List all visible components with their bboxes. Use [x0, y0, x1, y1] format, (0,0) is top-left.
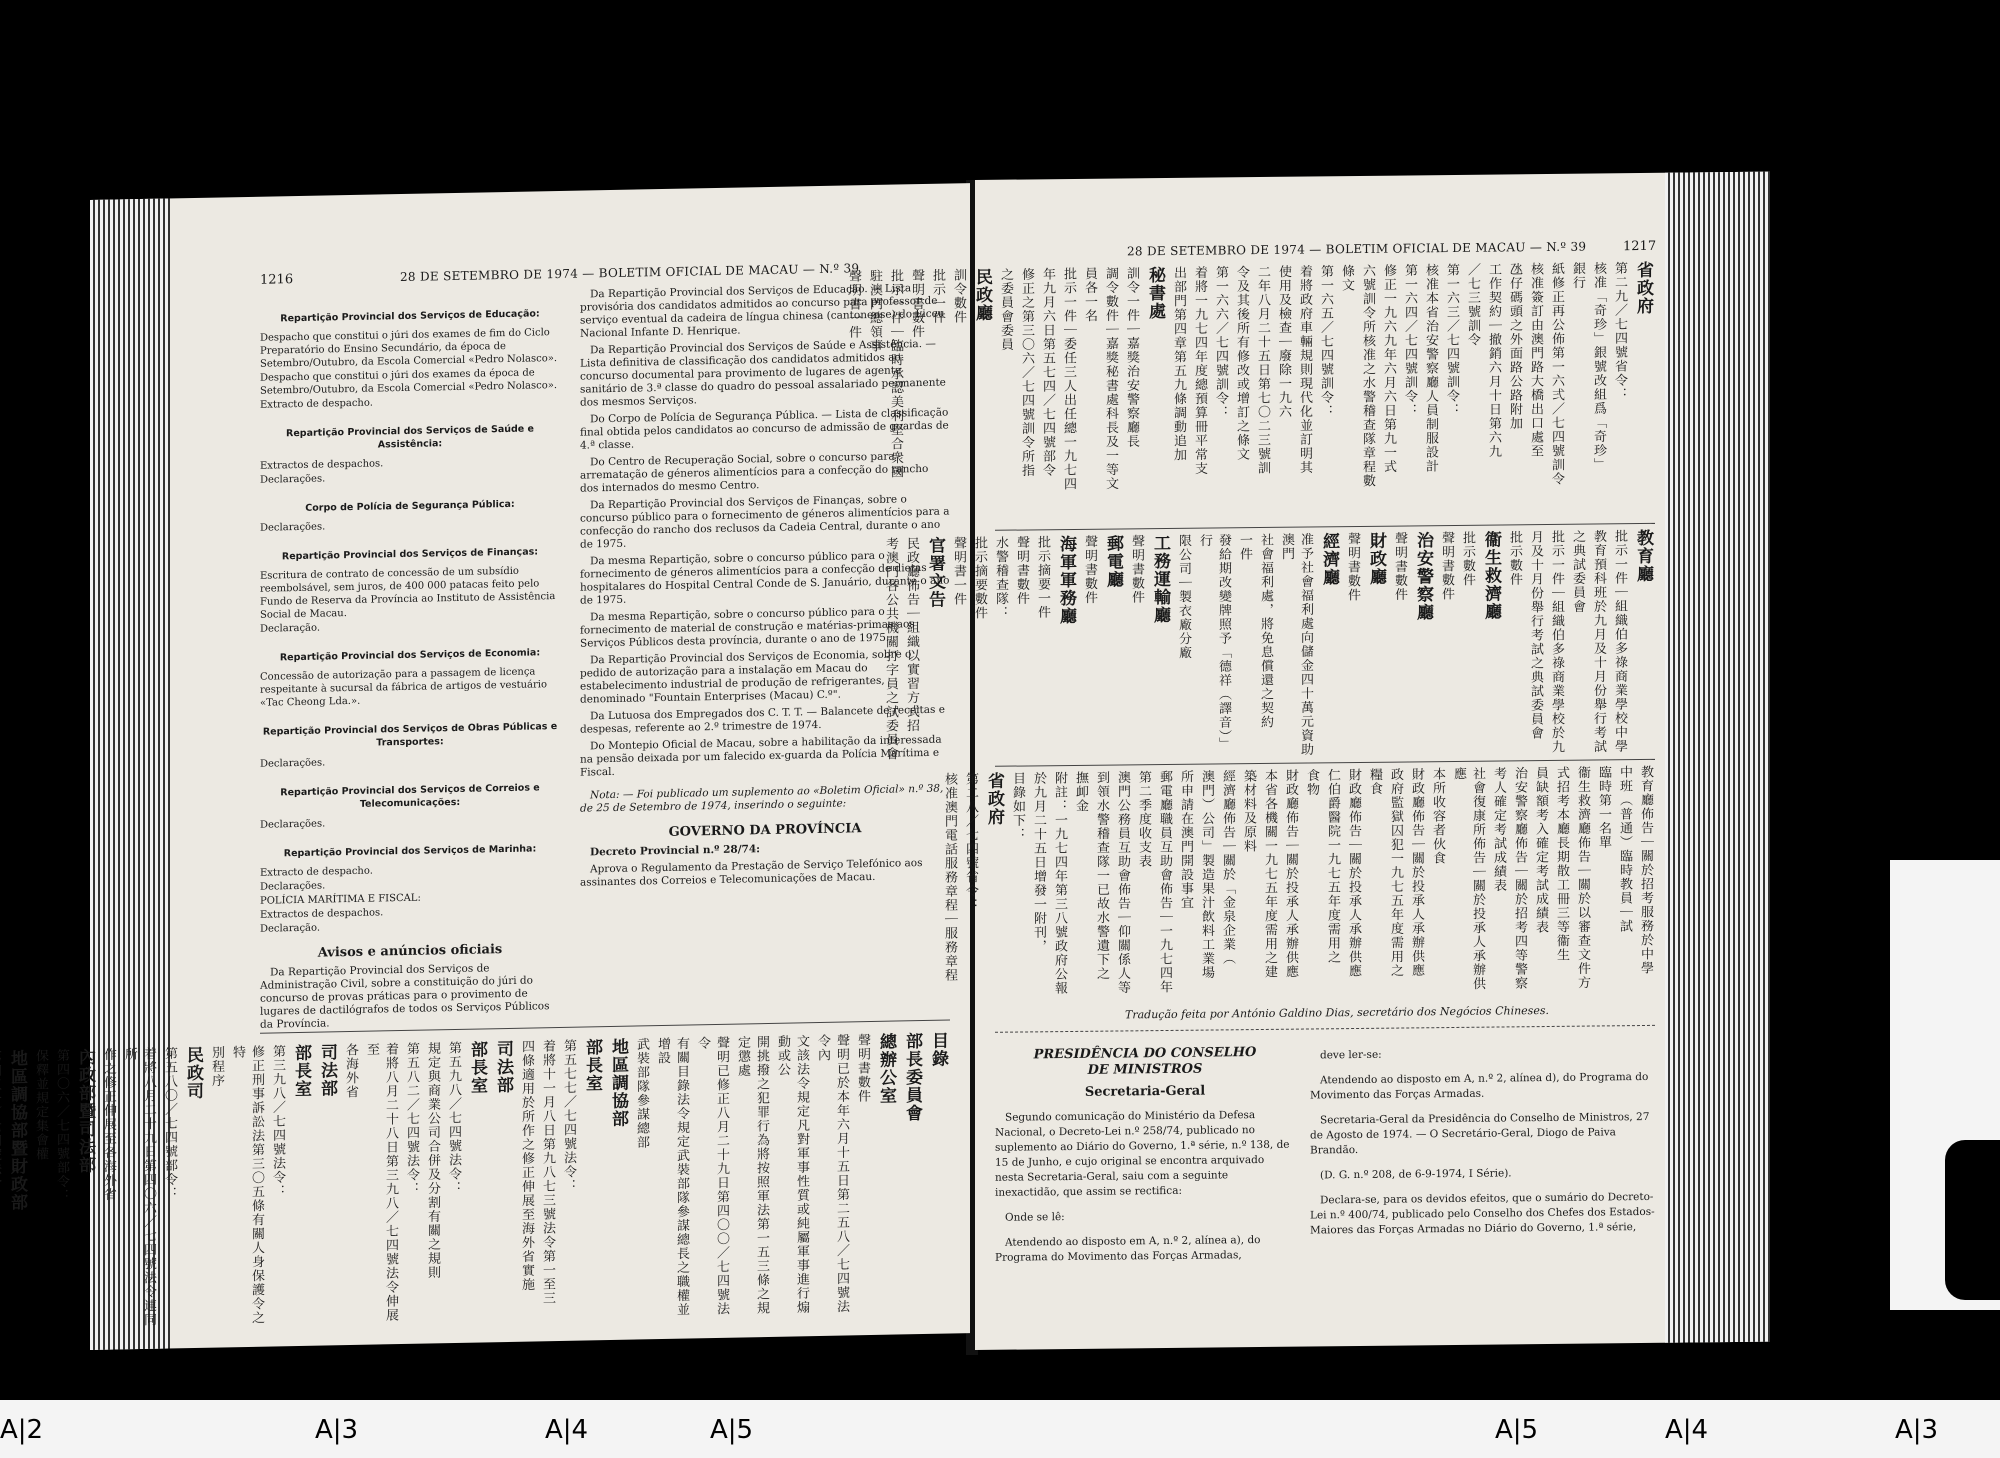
chinese-heading: 民政司 — [183, 1045, 203, 1101]
chinese-line: 澳門公務員互助會佈告｜仰關係人等 — [1115, 770, 1130, 995]
chinese-heading: 部長室 — [291, 1043, 311, 1099]
chinese-middle-section — [883, 528, 1655, 762]
chinese-contents — [7, 1031, 950, 1328]
chinese-line: 社會復康所佈告｜關於投承人承辦供應 — [1451, 766, 1485, 991]
chinese-line: 武裝部隊參謀總部 — [634, 1037, 649, 1150]
summary-item: POLÍCIA MARÍTIMA E FISCAL: — [260, 892, 421, 907]
summary-entry: Da Repartição Provincial dos Serviços de Saúde e Assistência. — Lista definitiva de classificação dos candidatos admitidos ao concurso documental para provimento de lugares de agente sanitário de 3.ª classe do quadro do pessoal assalariado permanente dos mesmos Serviços. — [580, 337, 946, 409]
film-marker: A|5 — [1495, 1415, 1539, 1445]
chinese-heading: 經濟廳 — [1319, 532, 1339, 587]
chinese-line: 有關目錄法令規定武裝部隊參謀總長之職權並增設 — [655, 1036, 689, 1317]
chinese-line: 工作契約｜撤銷六月十日第六九 — [1486, 262, 1501, 459]
section-heading: Corpo de Polícia de Segurança Pública: — [305, 498, 515, 514]
chinese-line: 第一六五／七四號訓令： — [1318, 264, 1333, 419]
presidencia-text-left — [995, 1108, 1295, 1266]
chinese-line: 第三九八／七四號法令： — [270, 1044, 285, 1199]
chinese-line: 作之修正伸展至各海外省 — [101, 1047, 116, 1202]
film-marker: A|4 — [1665, 1415, 1709, 1445]
page-number-right: 1217 — [1623, 238, 1657, 255]
chinese-line: 第五七七／七四號法令： — [561, 1038, 576, 1193]
chinese-heading: 內政部暨司法部 — [75, 1047, 95, 1175]
chinese-line: 之委員會委員 — [998, 267, 1013, 352]
chinese-line: 第二八／七四號省令： — [963, 771, 978, 913]
chinese-line: 令及其後所有修改或增訂之條文 — [1234, 265, 1249, 462]
chinese-line: 保釋並規定集會權 — [33, 1048, 48, 1162]
chinese-line: 出部門第四章第五九條調動追加 — [1171, 265, 1186, 462]
summary-item: Declarações. — [260, 473, 326, 486]
chinese-heading: 工務運輸廳 — [1150, 533, 1170, 625]
presidencia-text-right — [1310, 1043, 1655, 1249]
chinese-line: 本所收容者伙食 — [1430, 767, 1445, 866]
chinese-line: 着將十一月八日第九八七三號法令第一至三 — [540, 1039, 555, 1306]
summary-item: Extractos de despachos. — [260, 458, 384, 472]
summary-item: Declarações. — [260, 818, 326, 831]
chinese-line: 條文 — [1339, 264, 1354, 293]
chinese-heading: 財政廳 — [1366, 531, 1386, 586]
chinese-line: ／七三號訓令 — [1465, 262, 1480, 347]
left-page — [7, 183, 970, 1350]
chinese-line: 駐澳門總領事 — [867, 268, 882, 354]
summary-entry: Da mesma Repartição, sobre o concurso público para o fornecimento de géneros alimentícios para a confecção de dietas hospitalares do Hospital Central Conde de S. Januário, durante o ano de 1975. — [580, 549, 950, 607]
chinese-line: 第四〇六／七四號部令： — [54, 1048, 69, 1203]
chinese-line: 員各一名 — [1082, 266, 1097, 323]
chinese-line: 訓令數件 — [951, 268, 966, 325]
summary-item: Declarações. — [260, 521, 326, 534]
chinese-line: 銀行 — [1570, 261, 1585, 290]
chinese-line: 四條適用於所作之修正伸展至海外省實施 — [519, 1039, 534, 1292]
summary-entry: Da mesma Repartição, sobre o concurso público para o fornecimento de material de construção e matérias-primas aos Serviços Públicos desta província, durante o ano de 1975. — [580, 605, 915, 650]
chinese-line: 築材料及原料 — [1241, 769, 1256, 854]
chinese-line: 批示摘要數件 — [972, 535, 987, 621]
chinese-line: 於九月二十五日增發一附刊， — [1031, 771, 1046, 954]
chinese-line: 聲明書數件 — [1392, 531, 1407, 602]
secretaria-title: Secretaria-Geral — [1084, 1083, 1206, 1100]
presidencia-paragraph: Onde se lê: — [1005, 1211, 1065, 1224]
chinese-heading: 省政府 — [984, 771, 1004, 826]
dark-glyph — [1945, 1140, 2000, 1300]
chinese-line: 聲明書數件 — [1439, 530, 1454, 602]
chinese-line: 所申請在澳門開設事宜 — [1178, 769, 1193, 910]
chinese-line: 六號訓令所核准之水警稽查隊章程數 — [1360, 263, 1375, 488]
chinese-line: 年九月六日第五七四／七四號部令 — [1040, 267, 1055, 478]
summary-item: Extracto de despacho. — [260, 397, 373, 411]
chinese-line: 第一六三／七四號訓令： — [1444, 262, 1459, 418]
chinese-line: 水警稽查隊： — [993, 535, 1008, 620]
chinese-line: 澳門）公司」製造果汁飲料工業場 — [1199, 769, 1214, 980]
chinese-line: 聲明已修正八月二十九日第四〇〇／七四號法令 — [695, 1035, 729, 1317]
section-heading: Repartição Provincial dos Serviços de Economia: — [279, 647, 541, 664]
summary-entry: Do Corpo de Polícia de Segurança Pública. — Lista de classificação final obtida pelos candidatos ao concurso de admissão de guardas de 4.ª classe. — [580, 406, 949, 452]
chinese-line: 郵電廳職員互助會佈告｜一九七四年 — [1157, 769, 1172, 995]
chinese-line: 核准簽訂由澳門路大橋出口處至 — [1528, 262, 1543, 459]
chinese-line: 聲明書數件 — [855, 1033, 870, 1104]
chinese-line: 批示一件｜臨時承認美利堅合衆國 — [888, 268, 903, 479]
chinese-line: 批示一件｜組織伯多祿商業學校於九 — [1549, 529, 1564, 754]
chinese-line: 之典試委員會 — [1570, 529, 1585, 614]
film-marker: A|4 — [545, 1415, 589, 1445]
summary-item: Declarações. — [260, 880, 326, 893]
film-marker: A|3 — [1895, 1415, 1939, 1445]
chinese-heading: 總辦公室 — [876, 1032, 896, 1105]
chinese-line: 考人確定考試成績表 — [1491, 766, 1506, 893]
presidencia-paragraph: Atendendo ao disposto em A, n.º 2, alínea d), do Programa do Movimento das Forças Armadas. — [1310, 1070, 1649, 1102]
chinese-heading: 部長委員會 — [902, 1032, 922, 1123]
chinese-heading: 地區調協部暨財政部 — [7, 1049, 27, 1212]
chinese-line: 第五九八／七四號法令： — [446, 1040, 461, 1196]
summary-item: Extractos de despachos. — [260, 907, 384, 921]
chinese-line: 聲明書一件 — [846, 269, 861, 340]
decreto-title: Decreto Provincial n.º 28/74: — [590, 843, 761, 859]
summary-item: Extracto de despacho. — [260, 865, 373, 879]
section-heading: Repartição Provincial dos Serviços de Saúde e Assistência: — [286, 423, 534, 451]
chinese-line — [0, 1050, 3, 1330]
chinese-line: 修正刑事訴訟法第三〇五條有關人身保護令之特 — [230, 1044, 264, 1325]
chinese-heading: 治安警察廳 — [1413, 531, 1433, 622]
chinese-line: 臨時第一名單 — [1596, 765, 1611, 850]
chinese-line: 民政廳佈告｜組織以實習方式招 — [904, 536, 919, 733]
section-heading: Repartição Provincial dos Serviços de Correios e Telecomunicações: — [280, 782, 540, 810]
chinese-line: 修正之第三〇六／七四號訓令所指 — [1019, 267, 1034, 478]
chinese-line: 調令數件｜嘉獎秘書處科長及一等文 — [1103, 266, 1118, 491]
chinese-line: 聲明書數件 — [1129, 534, 1144, 605]
chinese-line: 第五八二／七四號法令： — [404, 1041, 419, 1196]
chinese-line: 聲明書數件 — [1014, 535, 1029, 606]
film-marker: A|3 — [315, 1415, 359, 1445]
chinese-line: 核准澳門電話服務章程｜服務章程 — [942, 772, 957, 983]
presidencia-title-2: DE MINISTROS — [1087, 1061, 1203, 1078]
summary-entry: Da Lutuosa dos Empregados dos C. T. T. — Balancete de receitas e despesas, referente ao 2.º trimestre de 1974. — [580, 703, 945, 736]
chinese-heading: 官署文告 — [925, 536, 945, 609]
chinese-line: 仁伯爵醫院一九七五年度需用之 — [1325, 768, 1340, 965]
chinese-line: 規定與商業公司合併及分割有關之規則 — [425, 1041, 440, 1280]
chinese-line: 社會福利處，將免息償還之契約 — [1258, 532, 1273, 730]
chinese-line: 考澳門各公共機關打字員之試委員會 — [883, 536, 898, 761]
chinese-heading: 地區調協部 — [608, 1037, 628, 1129]
summary-entry: Da Repartição Provincial dos Serviços de Economia, sobre o pedido de autorização para a instalação em Macau do estabelecimento industrial de produção de refrigerantes, denominado "Fountain Enterprises (Macau) C.º". — [580, 648, 912, 706]
chinese-line: 第二九／七四號省令： — [1612, 261, 1627, 402]
chinese-line: 別程序 — [209, 1045, 224, 1088]
chinese-line: 限公司｜製衣廠分廠 — [1176, 533, 1191, 660]
summary-item: Concessão de autorização para a passagem de licença respeitante à sucursal da fábrica de artigos de vestuário «Tac Cheong Lda.». — [260, 666, 548, 709]
chinese-line: 核准「奇珍」銀號改組爲「奇珍」 — [1591, 261, 1606, 472]
film-marker: A|5 — [710, 1415, 754, 1445]
chinese-line: 財政廳佈告｜關於投承人承辦供應 — [1346, 767, 1361, 979]
chinese-heading: 部長室 — [467, 1040, 487, 1095]
chinese-line: 第一六六／七四號訓令： — [1213, 265, 1228, 420]
nota: Nota: — Foi publicado um suplemento ao «Boletim Oficial» n.º 38, de 25 de Setembro de 1974, inserindo o seguinte: — [580, 782, 944, 815]
page-number-left: 1216 — [260, 272, 294, 288]
summary-item: Escritura de contrato de concessão de um subsídio reembolsável, sem juros, de 400 000 patacas feito pelo Fundo de Reserva da Província ao Instituto de Assistência Social de Macau. — [260, 565, 556, 621]
chinese-line: 聲明已於本年六月十五日第二五八／七四號法令內 — [815, 1033, 849, 1314]
chinese-line: 批示一件 — [930, 268, 945, 325]
chinese-line: 政府監獄囚犯一九七五年度需用之 — [1388, 767, 1403, 978]
presidencia-paragraph: Atendendo ao disposto em A, n.º 2, alínea a), do Programa do Movimento das Forças Armadas, — [995, 1234, 1261, 1264]
chinese-line: 第二季度收支表 — [1136, 770, 1151, 869]
summary-item: Declaração. — [260, 622, 321, 635]
chinese-line: 核准本省治安警察廳人員制服設計 — [1423, 263, 1438, 474]
summary-entry: Do Montepio Oficial de Macau, sobre a habilitação da interessada na pensão deixada por um falecido ex-guarda da Polícia Marítima e Fiscal. — [580, 733, 942, 779]
chinese-line: 訓令一件｜嘉獎治安警察廳長 — [1124, 266, 1139, 449]
chinese-line: 中班（普通）臨時教員｜試 — [1617, 765, 1632, 934]
summary-item: Despacho que constitui o júri dos exames da época de Setembro/Outubro, da Escola Comercial «Pedro Nolasco». — [260, 367, 558, 397]
chinese-line: 第五八〇／七四號部令： — [162, 1046, 177, 1201]
chinese-line: 第一六四／七四號訓令： — [1402, 263, 1417, 418]
chinese-heading: 教育廳 — [1633, 528, 1653, 584]
summary-entry: Da Repartição Provincial dos Serviços de Educação. — Lista provisória dos candidatos admitidos ao concurso para professor de serviço eventual da cadeira de língua chinesa (cantonense) do Liceu Nacional Infante D. Henrique. — [580, 282, 945, 340]
shadow-block — [1810, 880, 1890, 1300]
avisos-title: Avisos e anúncios oficiais — [317, 942, 503, 961]
presidencia-paragraph: Declara-se, para os devidos efeitos, que o sumário do Decreto-Lei n.º 400/74, publicado pelo Conselho dos Chefes dos Estados-Maiores das Forças Armadas no Diário do Governo, 1.ª série, — [1310, 1190, 1655, 1237]
chinese-heading: 目錄 — [928, 1031, 948, 1068]
chinese-line: 批示一件｜組織伯多祿商業學校中學 — [1612, 529, 1627, 754]
chinese-line: 着將一九七四年度總預算冊平常支 — [1192, 265, 1207, 476]
chinese-line: 聲明書數件 — [909, 268, 924, 339]
film-marker: A|2 — [0, 1415, 44, 1445]
page-edge-right — [1665, 172, 1770, 1343]
chinese-line: 批示數件 — [1507, 530, 1522, 587]
chinese-line: 文該法令規定凡對軍事性質或純屬軍事進行煽動或公 — [775, 1034, 809, 1315]
chinese-line: 各海外省 — [343, 1042, 358, 1100]
chinese-line: 糧食 — [1367, 767, 1382, 796]
chinese-heading: 部長室 — [582, 1038, 602, 1093]
translation-credit: Tradução feita por António Galdino Dias, secretário dos Negócios Chineses. — [1125, 1003, 1549, 1022]
chinese-line: 式招考本廳長期散工冊三等衞生 — [1554, 765, 1569, 962]
chinese-line: 教育廳佈告｜關於招考服務於中學 — [1638, 764, 1653, 976]
presidencia-paragraph: deve ler-se: — [1320, 1048, 1382, 1062]
section-heading: Repartição Provincial dos Serviços de Obras Públicas e Transportes: — [262, 721, 558, 749]
chinese-line: 氹仔碼頭之外面路公路附加 — [1507, 262, 1522, 431]
presidencia-block — [995, 1045, 1295, 1276]
section-heading: Repartição Provincial dos Serviços de Finanças: — [281, 546, 539, 563]
governo-title: GOVERNO DA PROVÍNCIA — [668, 821, 862, 840]
chinese-heading: 民政廳 — [972, 267, 992, 323]
chinese-line: 財政廳佈告｜關於投承人承辦供應 — [1409, 767, 1424, 978]
chinese-line: 二年八月二十五日第七〇二三號訓 — [1255, 264, 1270, 476]
chinese-line: 本省各機關一九七五年度需用之建 — [1262, 768, 1277, 979]
presidencia-paragraph: Secretaria-Geral da Presidência do Conselho de Ministros, 27 de Agosto de 1974. — O Secretário-Geral, Diogo de Paiva Brandão. — [1310, 1110, 1650, 1157]
presidencia-paragraph: (D. G. n.º 208, de 6-9-1974, I Série). — [1320, 1167, 1512, 1182]
summary-entry: Do Centro de Recuperação Social, sobre o concurso para arrematação de géneros alimentícios para a confecção do rancho dos internados do mesmo Centro. — [580, 450, 929, 495]
chinese-line: 發給期改變牌照予「德祥（譯音）」行 — [1197, 533, 1231, 751]
section-heading: Repartição Provincial dos Serviços de Marinha: — [283, 843, 537, 860]
chinese-line: 聲明書一件 — [951, 536, 966, 607]
chinese-line: 目錄如下： — [1010, 771, 1025, 842]
chinese-line: 使用及檢查｜廢除一九六 — [1276, 264, 1291, 419]
section-heading: Repartição Provincial dos Serviços de Educação: — [280, 308, 540, 325]
summary-item: Declarações. — [260, 757, 326, 770]
chinese-line: 紙修正再公佈第一六弍／七四號訓令 — [1549, 261, 1564, 486]
chinese-line: 批示摘要一件 — [1035, 535, 1050, 620]
chinese-line: 准予社會福利處向儲金四十萬元資助澳門 — [1279, 532, 1313, 757]
presidencia-title-1: PRESIDÊNCIA DO CONSELHO — [1033, 1045, 1257, 1063]
chinese-line: 員缺額考入確定考試成績表 — [1533, 765, 1548, 935]
chinese-line: 經濟廳佈告｜關於「金泉企業（ — [1220, 769, 1235, 966]
chinese-heading: 司法部 — [317, 1043, 337, 1098]
chinese-heading: 省政府 — [1633, 260, 1653, 316]
chinese-line: 一件 — [1237, 533, 1252, 562]
page-header-left: 28 DE SETEMBRO DE 1974 — BOLETIM OFICIAL DE MACAU — N.º 39 — [400, 261, 860, 285]
summary-item: Despacho que constitui o júri dos exames de fim do Ciclo Preparatório do Ensino Secundário, da época de Setembro/Outubro, da Escola Comercial «Pedro Nolasco». — [260, 327, 558, 370]
divider-line — [995, 1025, 1655, 1034]
summary-left-column — [260, 291, 560, 1036]
chinese-line: 聲明書數件 — [1345, 531, 1360, 603]
chinese-heading: 郵電廳 — [1103, 534, 1123, 589]
chinese-line: 聲明書數件 — [1082, 534, 1097, 605]
decreto-text: Aprova o Regulamento da Prestação de Serviço Telefónico aos assinantes dos Correios e Telecomunicações de Macau. — [580, 857, 923, 889]
chinese-line: 到領水警稽查隊一已故水警遺下之 — [1094, 770, 1109, 981]
chinese-line: 教育預科班於九月及十月份舉行考試 — [1591, 529, 1606, 754]
chinese-line: 開挑撥之犯罪行為將按照軍法第一五三條之規定懲處 — [735, 1034, 769, 1316]
chinese-line: 批示數件 — [1460, 530, 1475, 587]
chinese-lower-section — [942, 764, 1655, 1000]
chinese-line: 月及十月份舉行考試之典試委員會 — [1528, 530, 1543, 741]
chinese-line: 修正一九六九年六月六日第九一式 — [1381, 263, 1396, 474]
chinese-line: 財政廳佈告｜關於投承人承辦供應 — [1283, 768, 1298, 979]
chinese-heading: 司法部 — [493, 1039, 513, 1095]
chinese-line: 衞生救濟廳佈告｜關於以審查文件方 — [1575, 765, 1590, 990]
summary-entry: Da Repartição Provincial dos Serviços de Finanças, sobre o concurso público para o fornecimento de géneros alimentícios para a confecção do rancho dos reclusos da Cadeia Central, durante o ano de 1975. — [580, 493, 950, 551]
chinese-line: 食物 — [1304, 768, 1319, 797]
presidencia-paragraph: Segundo comunicação do Ministério da Defesa Nacional, o Decreto-Lei n.º 258/74, publicado no suplemento ao Diário do Governo, 1.ª série, n.º 138, de 15 de Junho, e cujo original se encontra arquivado nesta Secretaria-Geral, saiu com a seguinte inexactidão, que assim se rectifica: — [995, 1109, 1290, 1199]
chinese-line: 批示一件｜委任三人出任總一九七四 — [1061, 266, 1076, 492]
chinese-line: 着將八月二十九日第四〇六／七四號法令連同所 — [122, 1046, 156, 1328]
chinese-line: 撫卹金 — [1073, 770, 1088, 813]
chinese-line: 着將政府車輛規則現代化並訂明其 — [1297, 264, 1312, 475]
summary-item: Declaração. — [260, 922, 321, 935]
chinese-top-section — [846, 260, 1655, 526]
chinese-line: 附註：一九七四年第三八號政府公報 — [1052, 771, 1067, 996]
chinese-heading: 秘書處 — [1145, 266, 1165, 321]
page-header-right: 28 DE SETEMBRO DE 1974 — BOLETIM OFICIAL DE MACAU — N.º 39 — [1127, 239, 1587, 259]
chinese-heading: 海軍軍務廳 — [1056, 534, 1076, 626]
chinese-line: 治安警察廳佈告｜關於招考四等警察 — [1512, 766, 1527, 991]
avisos-text: Da Repartição Provincial dos Serviços de Administração Civil, sobre a constituição do júri do concurso de provas práticas para o provimento de lugares de dactilógrafos de todos os Serviços Públicos da Província. — [260, 962, 550, 1031]
chinese-line: 着將八月二十八日第三九八／七四號法令伸展至 — [364, 1042, 398, 1323]
chinese-heading: 衞生救濟廳 — [1481, 530, 1501, 621]
